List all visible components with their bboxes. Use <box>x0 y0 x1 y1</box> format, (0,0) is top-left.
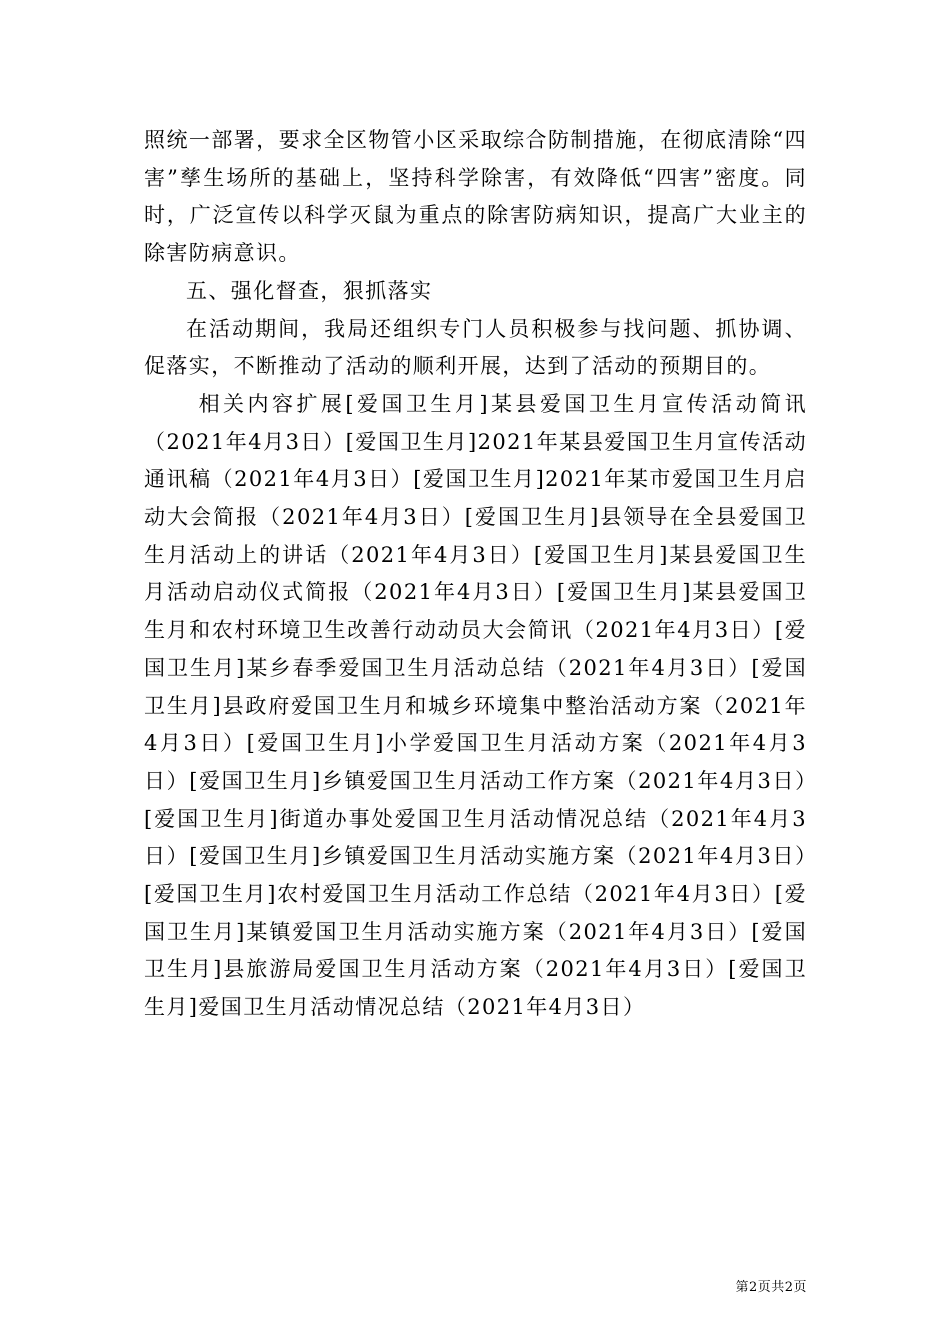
body-paragraph: 在活动期间，我局还组织专门人员积极参与找问题、抓协调、促落实，不断推动了活动的顺利开展，达到了活动的预期目的。 <box>144 316 807 379</box>
related-content-paragraph: 相关内容扩展[爱国卫生月]某县爱国卫生月宣传活动简讯（2021年4月3日）[爱国卫生月]2021年某县爱国卫生月宣传活动通讯稿（2021年4月3日）[爱国卫生月]2021年某市爱国卫生月启动大会简报（2021年4月3日）[爱国卫生月]县领导在全县爱国卫生月活动上的讲话（2021年4月3日）[爱国卫生月]某县爱国卫生月活动启动仪式简报（2021年4月3日）[爱国卫生月]某县爱国卫生月和农村环境卫生改善行动动员大会简讯（2021年4月3日）[爱国卫生月]某乡春季爱国卫生月活动总结（2021年4月3日）[爱国卫生月]县政府爱国卫生月和城乡环境集中整治活动方案（2021年4月3日）[爱国卫生月]小学爱国卫生月活动方案（2021年4月3日）[爱国卫生月]乡镇爱国卫生月活动工作方案（2021年4月3日）[爱国卫生月]街道办事处爱国卫生月活动情况总结（2021年4月3日）[爱国卫生月]乡镇爱国卫生月活动实施方案（2021年4月3日）[爱国卫生月]农村爱国卫生月活动工作总结（2021年4月3日）[爱国卫生月]某镇爱国卫生月活动实施方案（2021年4月3日）[爱国卫生月]县旅游局爱国卫生月活动方案（2021年4月3日）[爱国卫生月]爱国卫生月活动情况总结（2021年4月3日） <box>144 391 807 1020</box>
body-paragraph-continuation: 照统一部署，要求全区物管小区采取综合防制措施，在彻底清除“四害”孳生场所的基础上，坚持科学除害，有效降低“四害”密度。同时，广泛宣传以科学灭鼠为重点的除害防病知识，提高广大业主的除害防病意识。 <box>144 128 807 266</box>
document-body <box>144 122 807 1027</box>
page-number-footer: 第2页共2页 <box>735 1280 807 1295</box>
section-heading: 五、强化督查，狠抓落实 <box>186 278 433 303</box>
